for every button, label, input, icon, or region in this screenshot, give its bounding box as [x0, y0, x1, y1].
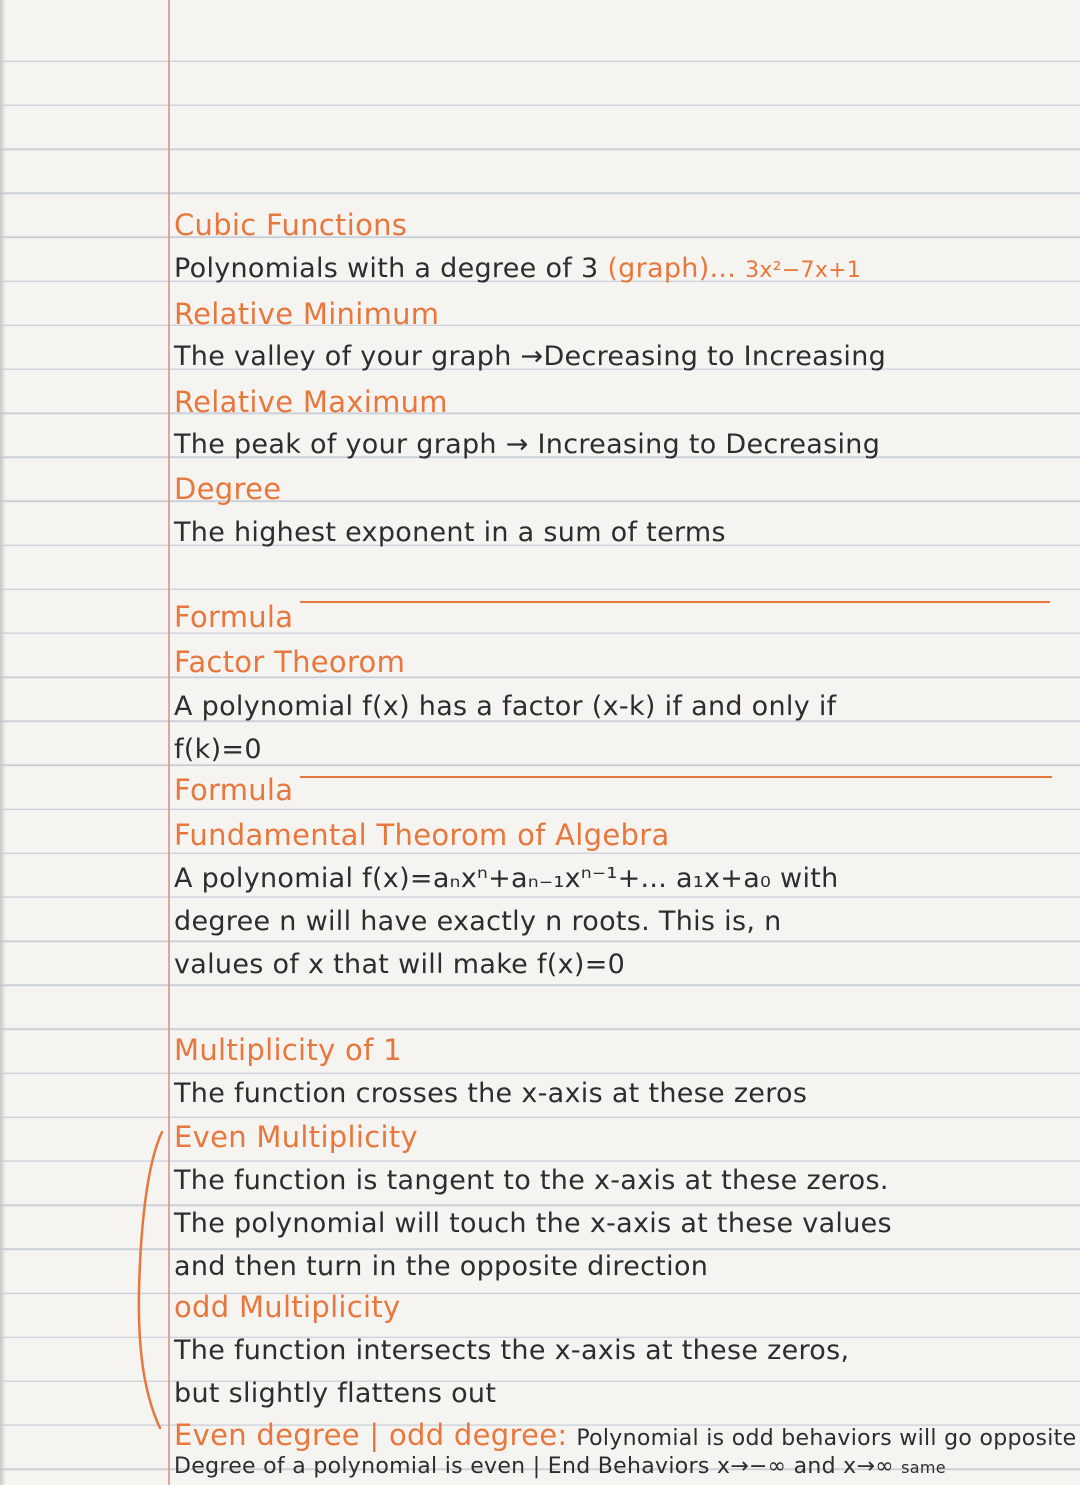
- even-degree-text: Degree of a polynomial is even: [174, 1454, 526, 1479]
- multiplicity-one-title: Multiplicity of 1: [174, 1033, 402, 1067]
- cubic-graph-note: (graph)...: [607, 253, 737, 284]
- relative-maximum-text: The peak of your graph → Increasing to Decreasing: [174, 429, 881, 460]
- formula-underline-1: [300, 601, 1050, 603]
- even-multiplicity-text-2: The polynomial will touch the x-axis at these values: [174, 1208, 892, 1239]
- fta-text-1: A polynomial f(x)=aₙxⁿ+aₙ₋₁xⁿ⁻¹+... a₁x+a₀ with: [174, 863, 839, 894]
- odd-degree-text: Polynomial is odd behaviors will go opposite: [576, 1426, 1077, 1451]
- fta-title: Fundamental Theorom of Algebra: [174, 818, 670, 852]
- even-degree-line: [174, 1450, 946, 1485]
- end-behaviors-divider: |: [532, 1454, 548, 1479]
- cubic-functions-title: Cubic Functions: [174, 208, 408, 242]
- degree-title: Degree: [174, 472, 282, 506]
- odd-multiplicity-text-1: The function intersects the x-axis at these zeros,: [174, 1335, 850, 1366]
- multiplicity-one-text: The function crosses the x-axis at these zeros: [174, 1078, 808, 1109]
- multiplicity-bracket: [134, 1130, 164, 1430]
- even-multiplicity-text-1: The function is tangent to the x-axis at these zeros.: [174, 1165, 889, 1196]
- factor-theorom-text-1: A polynomial f(x) has a factor (x-k) if and only if: [174, 691, 837, 722]
- factor-theorom-text-2: f(k)=0: [174, 734, 262, 765]
- fta-text-2: degree n will have exactly n roots. This is, n: [174, 906, 782, 937]
- odd-multiplicity-text-2: but slightly flattens out: [174, 1378, 497, 1409]
- formula-underline-2: [300, 776, 1052, 778]
- formula-heading-1: Formula: [174, 600, 294, 634]
- fta-text-3: values of x that will make f(x)=0: [174, 949, 626, 980]
- relative-maximum-title: Relative Maximum: [174, 385, 448, 419]
- degree-parity-title: Even degree | odd degree:: [174, 1418, 568, 1452]
- factor-theorom-title: Factor Theorom: [174, 645, 406, 679]
- degree-text: The highest exponent in a sum of terms: [174, 517, 726, 548]
- odd-multiplicity-title: odd Multiplicity: [174, 1290, 401, 1324]
- cubic-example: 3x²−7x+1: [745, 258, 862, 283]
- formula-heading-2: Formula: [174, 773, 294, 807]
- relative-minimum-text: The valley of your graph →Decreasing to Increasing: [174, 341, 887, 372]
- cubic-definition-text: Polynomials with a degree of 3: [174, 253, 599, 284]
- margin-line: [168, 0, 170, 1485]
- binding-edge: [0, 0, 6, 1485]
- end-behaviors-same: same: [901, 1458, 946, 1477]
- end-behaviors-text: End Behaviors x→−∞ and x→∞: [547, 1454, 894, 1479]
- cubic-definition: [174, 252, 861, 288]
- even-multiplicity-title: Even Multiplicity: [174, 1120, 418, 1154]
- relative-minimum-title: Relative Minimum: [174, 297, 440, 331]
- even-multiplicity-text-3: and then turn in the opposite direction: [174, 1251, 709, 1282]
